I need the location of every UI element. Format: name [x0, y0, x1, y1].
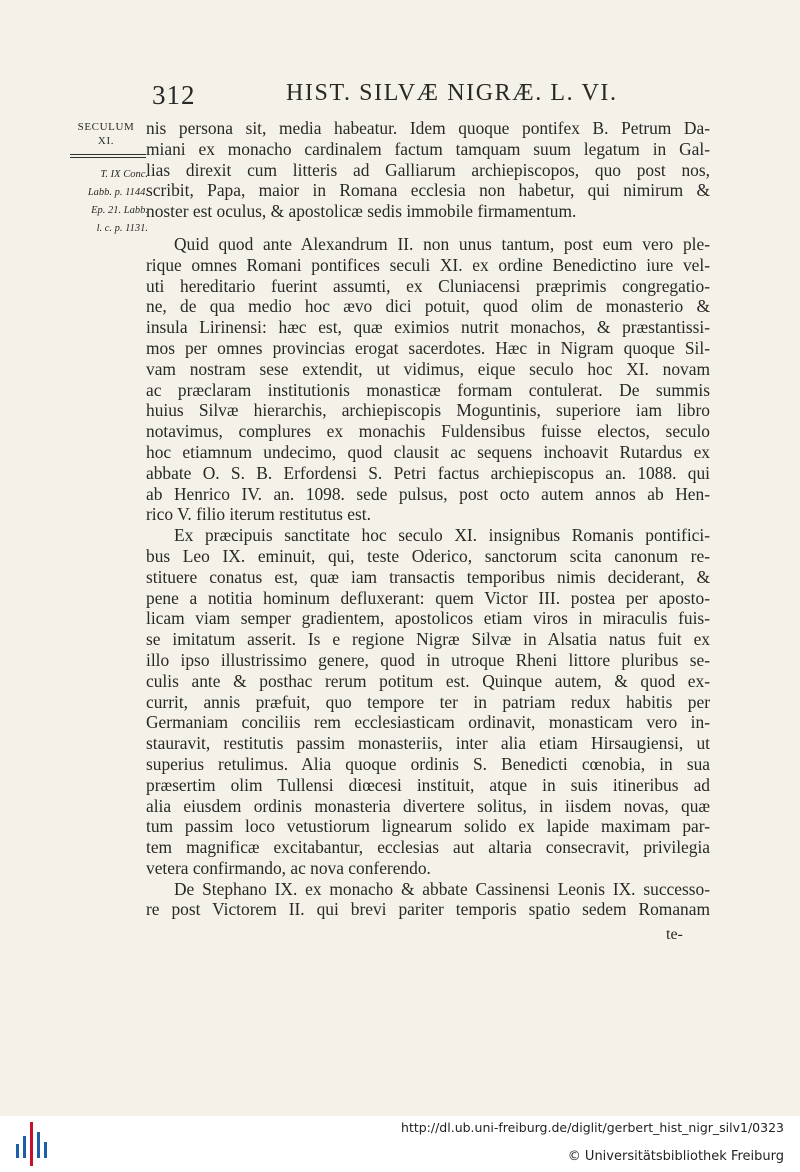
text-line: miani ex monacho cardinalem factum tamquam suum legatum in Gal-	[146, 138, 710, 159]
text-line: mos per omnes provincias erogat sacerdotes. Hæc in Nigram quoque Sil-	[146, 337, 710, 358]
text-line: pene a notitia hominum defluxerant: quem Victor III. postea per aposto-	[146, 587, 710, 608]
text-line: bus Leo IX. eminuit, qui, teste Oderico, sanctorum scita canonum re-	[146, 545, 710, 566]
text-line: currit, annis præfuit, quo tempore ter in patriam redux habitis per	[146, 691, 710, 712]
text-line: nis persona sit, media habeatur. Idem quoque pontifex B. Petrum Da-	[146, 118, 710, 138]
margin-ref: Ep. 21. Labb.	[91, 205, 148, 216]
text-line: stituere conatus est, quæ iam transactis temporibus nimis deciderant, &	[146, 566, 710, 587]
margin-ref: Labb. p. 1144.	[87, 187, 148, 198]
text-line: re post Victorem II. qui brevi pariter temporis spatio sedem Romanam	[146, 899, 710, 920]
viewer-footer	[0, 1116, 800, 1172]
text-line: illo ipso illustrissimo genere, quod in utroque Rheni littore pluribus se-	[146, 649, 710, 670]
text-line: vam nostram sese extendit, ut vidimus, eique seculo hoc XI. novam	[146, 358, 710, 379]
text-line: Germaniam conciliis rem ecclesiasticam ordinavit, monasticam vero in-	[146, 712, 710, 733]
catchword: te-	[666, 926, 683, 943]
library-logo-icon	[14, 1122, 48, 1166]
text-line: ab Henrico IV. an. 1098. sede pulsus, post octo autem annos ab Hen-	[146, 483, 710, 504]
text-line: præsertim olim Tullensi diœcesi instituit, atque in suis itineribus ad	[146, 774, 710, 795]
text-line: Quid quod ante Alexandrum II. non unus tantum, post eum vero ple-	[174, 233, 710, 254]
text-line: huius Silvæ hierarchis, archiepiscopis Moguntinis, superiore iam libro	[146, 400, 710, 421]
text-line: scribit, Papa, maior in Romana ecclesia non habetur, qui nimirum &	[146, 180, 710, 201]
text-line: ne, de qua medio hoc ævo dici potuit, quod olim de monasterio &	[146, 296, 710, 317]
margin-divider	[70, 154, 146, 158]
margin-seculum: SECULUM	[77, 121, 135, 133]
text-line: culis ante & posthac rerum potitum est. Quinque autem, & quod ex-	[146, 670, 710, 691]
body-text	[146, 118, 710, 920]
paragraph-gap	[146, 222, 710, 234]
text-line: tum passim loco vetustiorum lignearum solido ex lapide maximam par-	[146, 816, 710, 837]
margin-references	[62, 166, 148, 238]
text-line: rico V. filio iterum restitutus est.	[146, 504, 371, 525]
text-line: rique omnes Romani pontifices seculi XI. ex ordine Benedictino iure vel-	[146, 254, 710, 275]
margin-century-note	[66, 120, 146, 148]
margin-ref: T. IX Conc.	[100, 169, 148, 180]
text-line: vetera confirmando, ac nova conferendo.	[146, 857, 431, 878]
text-line: se imitatum asserit. Is e regione Nigræ Silvæ in Alsatia natus fuit ex	[146, 629, 710, 650]
copyright-credit: © Universitätsbibliothek Freiburg	[567, 1149, 784, 1164]
text-line: abbate O. S. B. Erfordensi S. Petri factus archiepiscopus an. 1088. qui	[146, 462, 710, 483]
text-line: lias direxit cum litteris ad Galliarum archiepiscopos, quo post nos,	[146, 159, 710, 180]
text-line: uti hereditario fuerint assumti, ex Cluniacensi præprimis congregatio-	[146, 275, 710, 296]
margin-seculum-number: XI.	[97, 135, 115, 147]
text-line: hoc etiamnum undecimo, quod clausit ac sequens inchoavit Rutardus ex	[146, 441, 710, 462]
text-line: ac præclaram institutionis monasticæ formam contulerat. De summis	[146, 379, 710, 400]
text-line: De Stephano IX. ex monacho & abbate Cassinensi Leonis IX. successo-	[174, 878, 710, 899]
running-head: HIST. SILVÆ NIGRÆ. L. VI.	[286, 80, 618, 106]
text-line: notavimus, complures ex monachis Fuldensibus fuisse electos, seculo	[146, 421, 710, 442]
text-line: insula Lirinensi: hæc est, quæ eximios nutrit monachos, & præstantissi-	[146, 317, 710, 338]
text-line: noster est oculus, & apostolicæ sedis immobile firmamentum.	[146, 201, 577, 222]
text-line: Ex præcipuis sanctitate hoc seculo XI. insignibus Romanis pontifici-	[174, 525, 710, 546]
permalink-url[interactable]: http://dl.ub.uni-freiburg.de/diglit/gerbert_hist_nigr_silv1/0323	[401, 1120, 784, 1135]
page-number: 312	[152, 80, 196, 110]
text-line: alia eiusdem ordinis monasteria divertere solitus, in iisdem novas, quæ	[146, 795, 710, 816]
margin-ref: l. c. p. 1131.	[96, 223, 148, 234]
text-line: tem magnificæ excitabantur, ecclesias aut altaria consecravit, privilegia	[146, 837, 710, 858]
text-line: superius retulimus. Alia quoque ordinis S. Benedicti cœnobia, in sua	[146, 753, 710, 774]
text-line: licam viam semper gradientem, apostolicos etiam viros in miraculis fuis-	[146, 608, 710, 629]
text-line: stauravit, restitutis passim monasteriis, inter alia etiam Hirsaugiensi, ut	[146, 733, 710, 754]
